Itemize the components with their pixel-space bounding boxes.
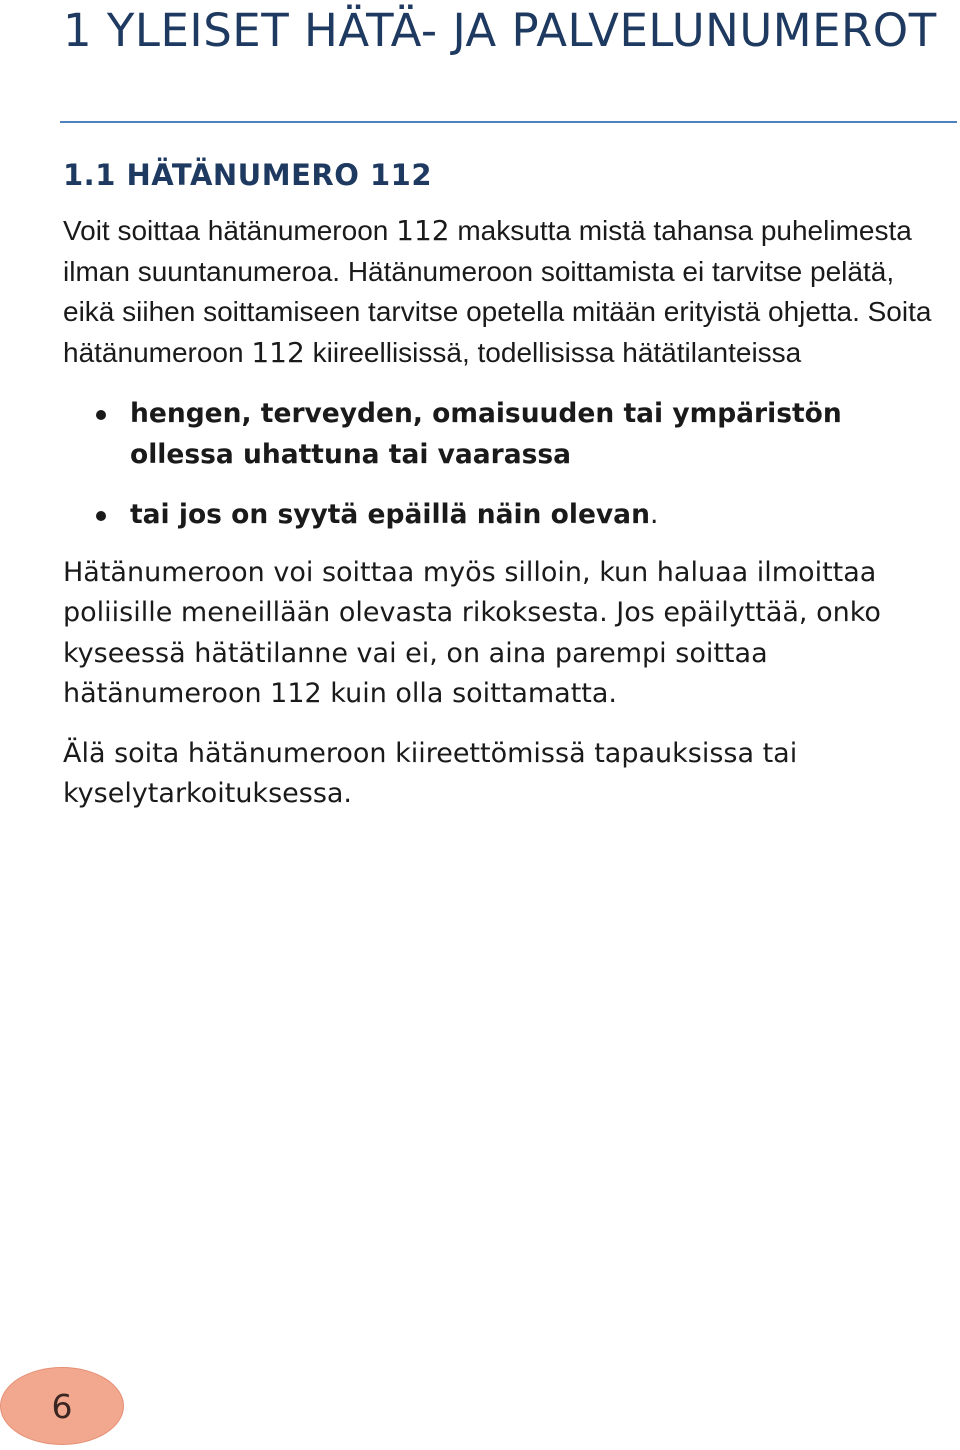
emergency-conditions-list bbox=[63, 394, 953, 536]
section-title: 1.1 HÄTÄNUMERO 112 bbox=[63, 158, 433, 192]
list-item bbox=[63, 495, 953, 536]
title-divider bbox=[60, 121, 957, 123]
warning-paragraph: Älä soita hätänumeroon kiireettömissä tapauksissa tai kyselytarkoituksessa. bbox=[63, 737, 798, 809]
list-item-text: tai jos on syytä epäillä näin olevan bbox=[130, 499, 650, 530]
page-body bbox=[63, 211, 953, 815]
page-number-badge bbox=[0, 1367, 124, 1445]
crime-text-b: kuin olla soittamatta. bbox=[321, 678, 618, 709]
intro-text-b: maksutta mistä tahansa puhelimesta ilman suuntanumeroa. Hätänumeroon soittamista ei tarvitse pelätä, eikä siihen soittamiseen tarvitse opetella mitään erityistä ohjetta. Soita hätänumeroon bbox=[63, 215, 932, 368]
intro-paragraph bbox=[63, 211, 953, 373]
emergency-number: 112 bbox=[270, 678, 322, 709]
crime-report-paragraph bbox=[63, 553, 953, 715]
bullet-icon bbox=[96, 410, 106, 420]
chapter-title: 1 YLEISET HÄTÄ- JA PALVELUNUMEROT bbox=[63, 4, 937, 57]
intro-text-c: kiireellisissä, todellisissa hätätilanteissa bbox=[304, 336, 802, 368]
emergency-number: 112 bbox=[251, 335, 305, 369]
emergency-number: 112 bbox=[396, 214, 450, 247]
list-item-text: hengen, terveyden, omaisuuden tai ympäristön ollessa uhattuna tai vaarassa bbox=[130, 398, 842, 470]
intro-text-a: Voit soittaa hätänumeroon bbox=[63, 215, 397, 246]
page-number: 6 bbox=[51, 1386, 73, 1426]
list-item bbox=[63, 394, 953, 475]
crime-text-a: Hätänumeroon voi soittaa myös silloin, kun haluaa ilmoittaa poliisille meneillään olevasta rikoksesta. Jos epäilyttää, onko kyseessä hätätilanne vai ei, on aina parempi soittaa hätänumeroon bbox=[63, 556, 881, 709]
list-end-punctuation: . bbox=[649, 499, 659, 530]
bullet-icon bbox=[96, 511, 106, 521]
